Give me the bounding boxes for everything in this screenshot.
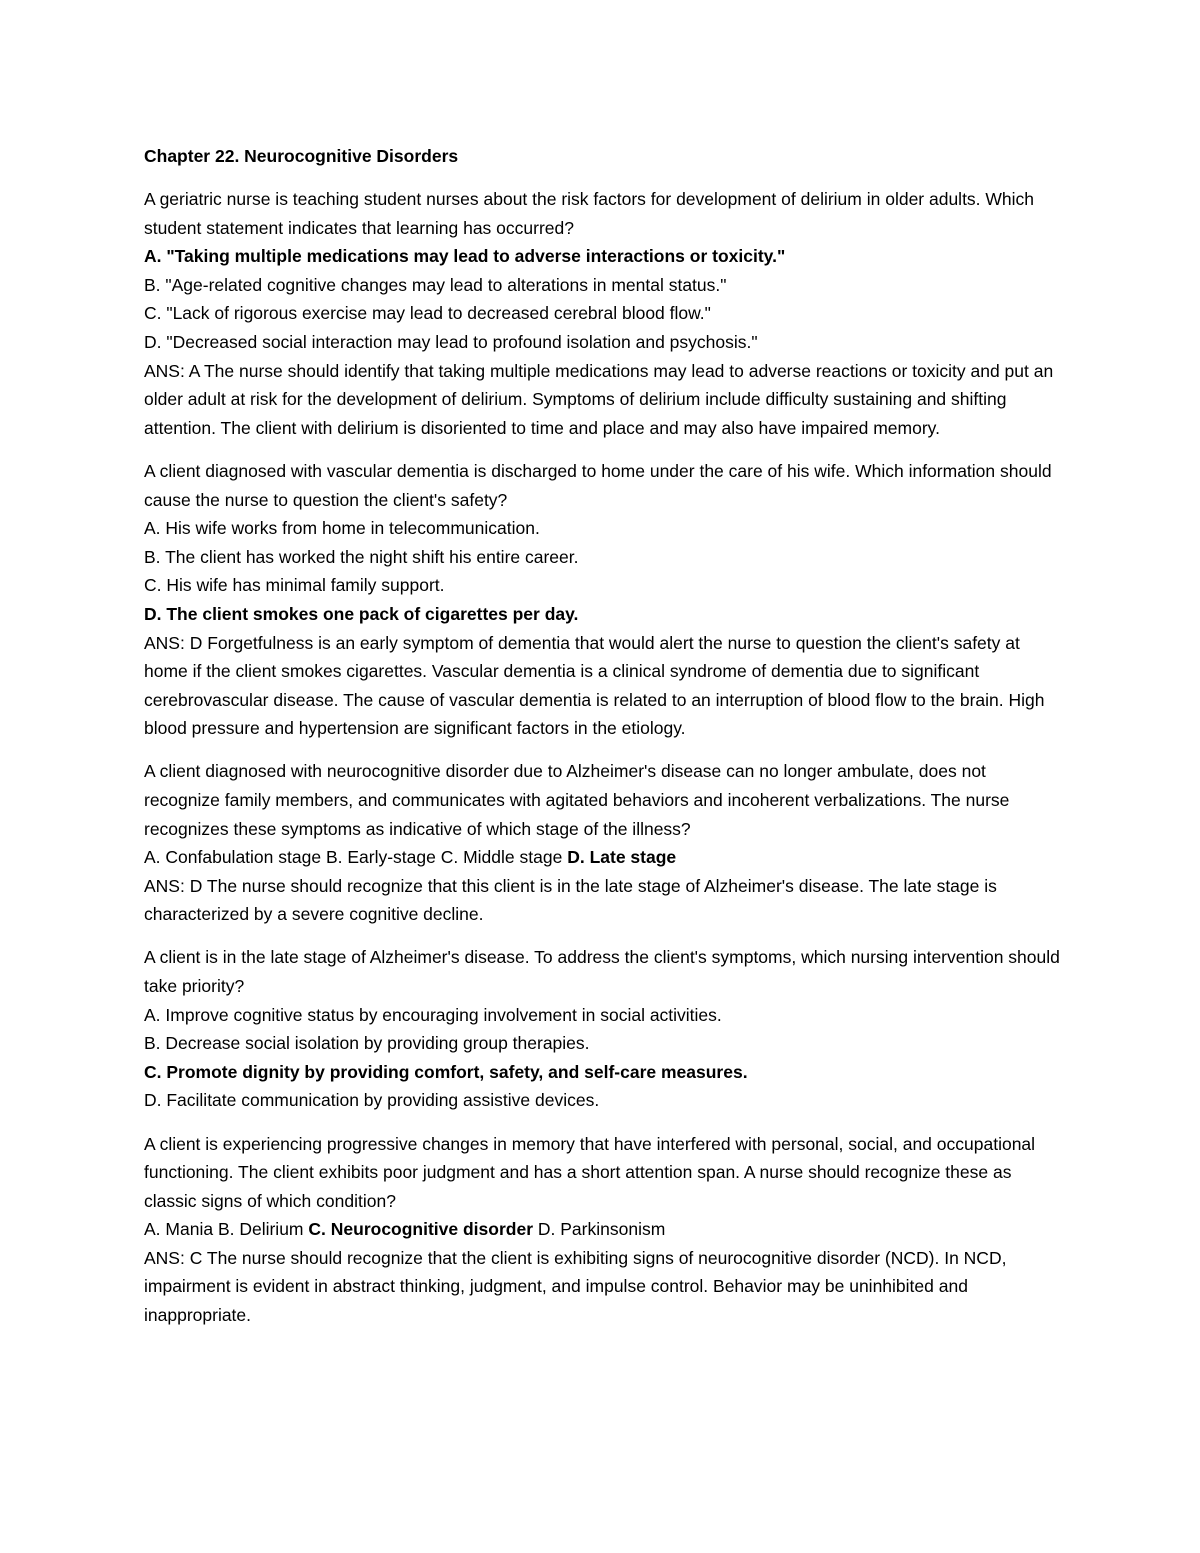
inline-options xyxy=(144,843,1064,872)
option-a: A. Confabulation stage xyxy=(144,847,322,868)
option-c: C. "Lack of rigorous exercise may lead to decreased cerebral blood flow." xyxy=(144,303,711,324)
option-d: D. "Decreased social interaction may lead to profound isolation and psychosis." xyxy=(144,332,758,353)
question-stem: A client is in the late stage of Alzheimer's disease. To address the client's symptoms, which nursing intervention should take priority? xyxy=(144,947,1060,997)
question-stem: A client diagnosed with vascular dementia is discharged to home under the care of his wife. Which information should cause the nurse to question the client's safety? xyxy=(144,460,1052,510)
option-b: B. Early-stage xyxy=(325,847,436,868)
option-d: D. Parkinsonism xyxy=(537,1219,666,1240)
question-stem: A geriatric nurse is teaching student nurses about the risk factors for development of delirium in older adults. Which student statement indicates that learning has occurred? xyxy=(144,189,1035,238)
option-b: B. Decrease social isolation by providing group therapies. xyxy=(144,1033,590,1054)
question-5 xyxy=(144,1130,1064,1330)
question-3 xyxy=(144,757,1064,929)
answer-rationale: ANS: D The nurse should recognize that this client is in the late stage of Alzheimer's disease. The late stage is characterized by a severe cognitive decline. xyxy=(144,875,997,925)
option-c-correct: C. Neurocognitive disorder xyxy=(308,1219,534,1240)
option-b: B. Delirium xyxy=(217,1219,304,1240)
option-c: C. His wife has minimal family support. xyxy=(144,575,445,596)
option-d: D. Facilitate communication by providing assistive devices. xyxy=(144,1090,600,1111)
option-a: A. Mania xyxy=(144,1219,214,1240)
option-b: B. "Age-related cognitive changes may lead to alterations in mental status." xyxy=(144,274,727,295)
option-c: C. Middle stage xyxy=(440,847,563,868)
option-d-correct: D. Late stage xyxy=(567,847,677,868)
option-b: B. The client has worked the night shift his entire career. xyxy=(144,546,579,567)
option-a: A. Improve cognitive status by encouraging involvement in social activities. xyxy=(144,1004,722,1025)
option-a-correct: A. "Taking multiple medications may lead to adverse interactions or toxicity." xyxy=(144,246,786,267)
option-d-correct: D. The client smokes one pack of cigarettes per day. xyxy=(144,603,579,624)
question-1 xyxy=(144,185,1064,442)
question-2 xyxy=(144,457,1064,743)
answer-rationale: ANS: A The nurse should identify that taking multiple medications may lead to adverse reactions or toxicity and put an older adult at risk for the development of delirium. Symptoms of delirium include difficulty sustaining and shifting attention. The client with delirium is disoriented to time and place and may also have impaired memory. xyxy=(144,360,1054,438)
answer-rationale: ANS: C The nurse should recognize that the client is exhibiting signs of neurocognitive disorder (NCD). In NCD, impairment is evident in abstract thinking, judgment, and impulse control. Behavior may be uninhibited and inappropriate. xyxy=(144,1247,1007,1326)
option-a: A. His wife works from home in telecommunication. xyxy=(144,518,540,539)
chapter-title: Chapter 22. Neurocognitive Disorders xyxy=(144,146,459,166)
question-stem: A client diagnosed with neurocognitive disorder due to Alzheimer's disease can no longer ambulate, does not recognize family members, and communicates with agitated behaviors and incoherent verbalizations. The nurse recognizes these symptoms as indicative of which stage of the illness? xyxy=(144,761,1010,839)
option-c-correct: C. Promote dignity by providing comfort, safety, and self-care measures. xyxy=(144,1061,748,1082)
question-stem: A client is experiencing progressive changes in memory that have interfered with personal, social, and occupational functioning. The client exhibits poor judgment and has a short attention span. A nurse should recognize these as classic signs of which condition? xyxy=(144,1133,1036,1211)
answer-rationale: ANS: D Forgetfulness is an early symptom of dementia that would alert the nurse to question the client's safety at home if the client smokes cigarettes. Vascular dementia is a clinical syndrome of dementia due to significant cerebrovascular disease. The cause of vascular dementia is related to an interruption of blood flow to the brain. High blood pressure and hypertension are significant factors in the etiology. xyxy=(144,632,1045,739)
question-4 xyxy=(144,943,1064,1115)
document-content xyxy=(144,142,1064,1344)
inline-options xyxy=(144,1215,1064,1244)
